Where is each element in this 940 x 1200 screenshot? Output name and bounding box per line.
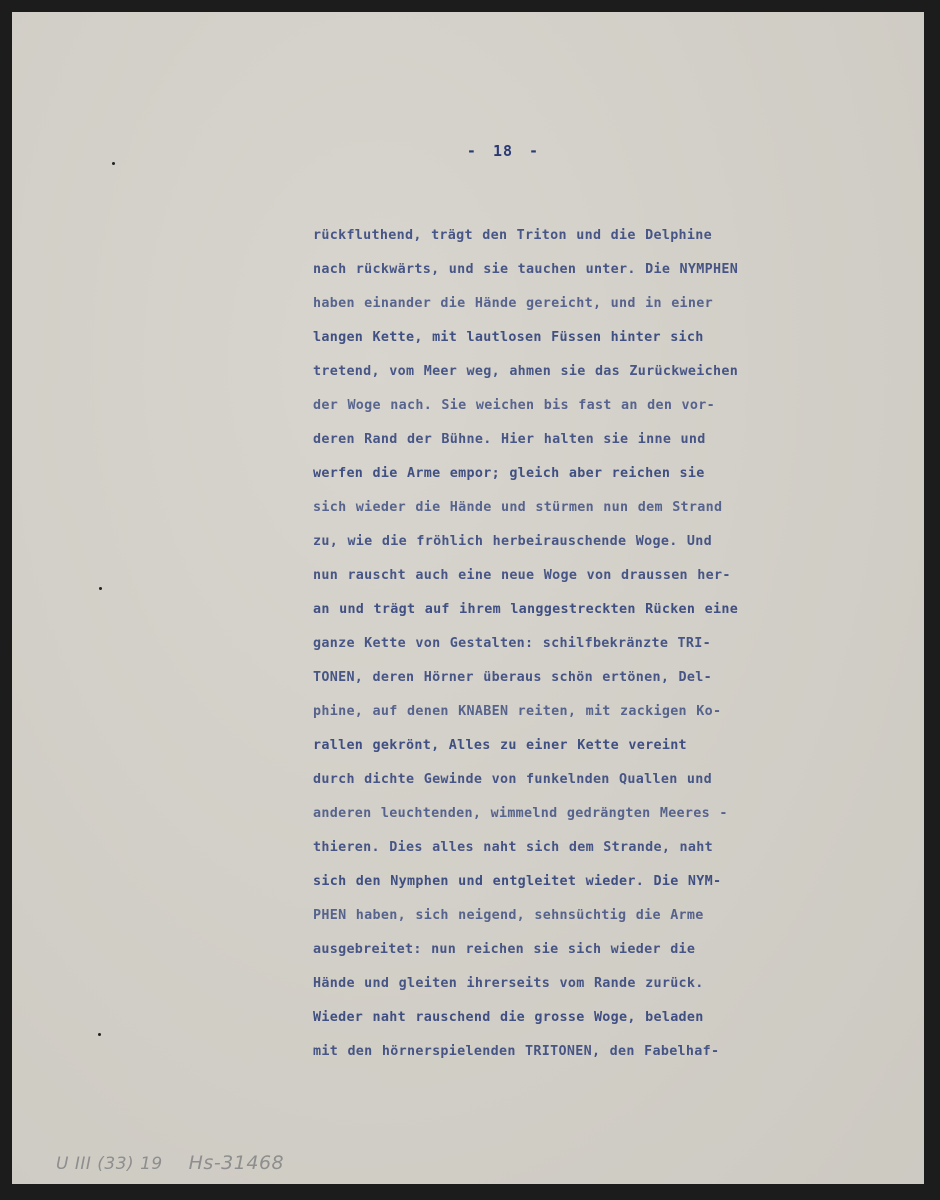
text-line: PHEN haben, sich neigend, sehnsüchtig die Arme <box>313 908 704 923</box>
text-line: der Woge nach. Sie weichen bis fast an den vor- <box>313 398 716 413</box>
text-line: zu, wie die fröhlich herbeirauschende Woge. Und <box>313 534 713 549</box>
text-line: nach rückwärts, und sie tauchen unter. Die NYMPHEN <box>313 262 739 277</box>
inventory-number: Hs-31468 <box>188 1152 285 1174</box>
text-line: haben einander die Hände gereicht, und in einer <box>313 296 714 311</box>
text-line: nun rauscht auch eine neue Woge von draussen her- <box>313 568 731 583</box>
text-line: rallen gekrönt, Alles zu einer Kette vereint <box>313 738 687 753</box>
paper-speck <box>98 1033 101 1036</box>
text-line: tretend, vom Meer weg, ahmen sie das Zurückweichen <box>313 364 739 379</box>
text-line: ausgebreitet: nun reichen sie sich wieder die <box>313 942 696 957</box>
text-line: phine, auf denen KNABEN reiten, mit zackigen Ko- <box>313 704 722 719</box>
text-line: langen Kette, mit lautlosen Füssen hinter sich <box>313 330 704 345</box>
page-number: - 18 - <box>466 142 540 160</box>
archive-signature <box>56 1152 284 1174</box>
paper-speck <box>112 162 115 165</box>
text-line: ganze Kette von Gestalten: schilfbekränzte TRI- <box>313 636 712 651</box>
text-line: deren Rand der Bühne. Hier halten sie inne und <box>313 432 706 447</box>
text-line: werfen die Arme empor; gleich aber reichen sie <box>313 466 705 481</box>
typescript-body <box>313 219 843 1069</box>
paper-speck <box>99 587 102 590</box>
text-line: sich den Nymphen und entgleitet wieder. Die NYM- <box>313 874 722 889</box>
text-line: rückfluthend, trägt den Triton und die Delphine <box>313 228 713 243</box>
text-line: durch dichte Gewinde von funkelnden Quallen und <box>313 772 713 787</box>
document-page <box>12 12 924 1184</box>
text-line: anderen leuchtenden, wimmelnd gedrängten Meeres - <box>313 806 728 821</box>
text-line: thieren. Dies alles naht sich dem Strande, naht <box>313 840 714 855</box>
text-line: TONEN, deren Hörner überaus schön ertönen, Del- <box>313 670 713 685</box>
text-line: sich wieder die Hände und stürmen nun dem Strand <box>313 500 723 515</box>
text-line: Hände und gleiten ihrerseits vom Rande zurück. <box>313 976 704 991</box>
text-line: mit den hörnerspielenden TRITONEN, den Fabelhaf- <box>313 1044 720 1059</box>
text-line: an und trägt auf ihrem langgestreckten Rücken eine <box>313 602 739 617</box>
shelfmark: U III (33) 19 <box>56 1154 163 1174</box>
text-line: Wieder naht rauschend die grosse Woge, beladen <box>313 1010 704 1025</box>
